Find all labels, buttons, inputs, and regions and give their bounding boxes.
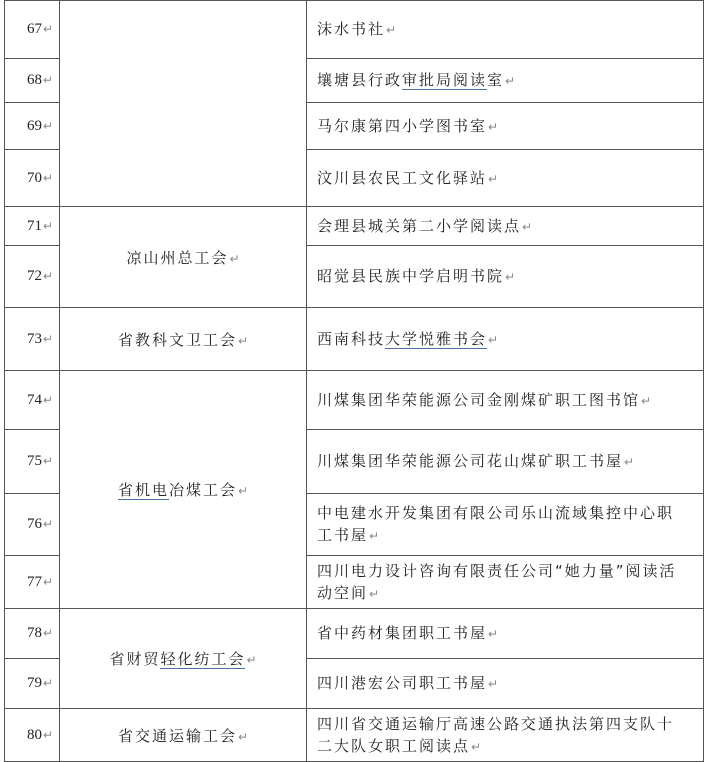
underlined-text: 审批局阅读 — [402, 71, 488, 89]
reading-point-name: 汶川县农民工文化驿站 — [317, 168, 488, 187]
reading-point-name: 川煤集团华荣能源公司金刚煤矿职工图书馆 — [317, 390, 641, 409]
row-number: 80 — [26, 726, 42, 743]
row-number: 70 — [26, 169, 42, 186]
reading-point-name: 沫水书社 — [317, 20, 386, 38]
table-row: 74↵ 省机电冶煤工会↵ 川煤集团华荣能源公司金刚煤矿职工图书馆↵ — [5, 371, 704, 430]
reading-point-name: 马尔康第四小学图书室 — [317, 116, 488, 135]
table-row: 80↵ 省交通运输工会↵ 四川省交通运输厅高速公路交通执法第四支队十二大队女职工阅读点↵ — [5, 709, 704, 762]
org-name: 凉山州总工会 — [126, 248, 229, 267]
reading-point-name: 昭觉县民族中学启明书院 — [317, 267, 505, 285]
underlined-text: 冶煤工会 — [168, 481, 237, 499]
table-row: 75↵ 川煤集团华荣能源公司花山煤矿职工书屋↵ — [5, 430, 704, 494]
table-row: 78↵ 省财贸轻化纺工会↵ 省中药材集团职工书屋↵ — [5, 609, 704, 659]
reading-point-name: 川煤集团华荣能源公司花山煤矿职工书屋 — [317, 452, 624, 470]
reading-point-name: 中电建水开发集团有限公司乐山流域集控中心职工书屋 — [317, 504, 675, 544]
row-number: 76 — [26, 516, 42, 532]
org-name: 省教科文卫工会 — [117, 330, 237, 349]
reading-point-name: 四川电力设计咨询有限责任公司“她力量”阅读活动空间 — [317, 561, 677, 602]
org-name-part: 省财贸 — [109, 650, 161, 668]
table-row: 71↵ 凉山州总工会↵ 会理县城关第二小学阅读点↵ — [5, 207, 704, 246]
reading-point-name: 省中药材集团职工书屋 — [317, 624, 488, 642]
table-row: 69↵ 马尔康第四小学图书室↵ — [5, 103, 704, 150]
table-row: 73↵ 省教科文卫工会↵ 西南科技大学悦雅书会↵ — [5, 308, 704, 371]
table-row: 72↵ 昭觉县民族中学启明书院↵ — [5, 246, 704, 308]
row-number: 73 — [26, 330, 42, 347]
row-number: 68 — [26, 72, 42, 88]
row-number: 78 — [26, 625, 42, 641]
underlined-text: 大学悦雅书会 — [385, 329, 488, 348]
table-row: 76↵ 中电建水开发集团有限公司乐山流域集控中心职工书屋↵ — [5, 494, 704, 556]
org-name-part: 省机电 — [117, 481, 169, 499]
underlined-text: 轻化纺工会 — [160, 650, 246, 668]
table-row: 68↵ 壤塘县行政审批局阅读室↵ — [5, 59, 704, 103]
row-number: 77 — [26, 573, 42, 590]
org-name: 省交通运输工会 — [117, 726, 237, 745]
row-number: 74 — [26, 391, 42, 408]
table-row: 67↵ 沫水书社↵ — [5, 1, 704, 59]
reading-point-name: 会理县城关第二小学阅读点 — [317, 216, 522, 235]
table-row: 70↵ 汶川县农民工文化驿站↵ — [5, 150, 704, 207]
reading-point-name: 四川港宏公司职工书屋 — [317, 674, 488, 692]
row-number: 67 — [26, 21, 42, 37]
reading-point-name-part: 西南科技 — [317, 329, 386, 348]
reading-point-name-part: 壤塘县行政 — [317, 71, 403, 89]
library-list-table — [4, 0, 704, 762]
table-row: 77↵ 四川电力设计咨询有限责任公司“她力量”阅读活动空间↵ — [5, 556, 704, 609]
row-number: 71 — [26, 217, 42, 234]
row-number: 75 — [26, 453, 42, 469]
table-row: 79↵ 四川港宏公司职工书屋↵ — [5, 659, 704, 709]
paragraph-mark: ↵ — [42, 22, 53, 36]
org-cell-continued — [60, 1, 307, 207]
reading-point-name: 四川省交通运输厅高速公路交通执法第四支队十二大队女职工阅读点 — [317, 714, 675, 755]
row-number: 69 — [26, 117, 42, 134]
row-number: 79 — [26, 675, 42, 691]
row-number: 72 — [26, 268, 42, 284]
